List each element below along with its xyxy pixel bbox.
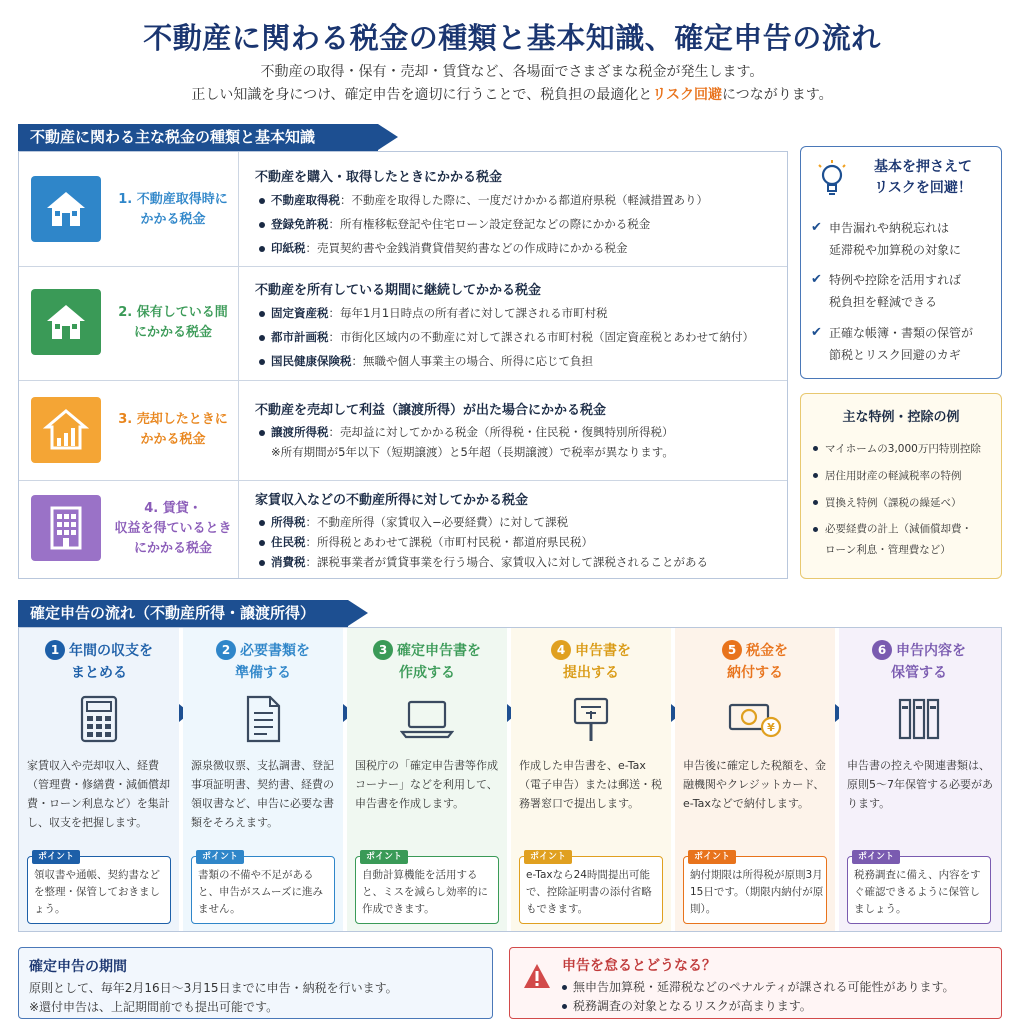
tax-row-label: 3. 売却したときに かかる税金 xyxy=(118,412,228,447)
step-description: 作成した申告書を、e-Tax（電子申告）または郵送・税務署窓口で提出します。 xyxy=(519,759,662,810)
flow-step-5 xyxy=(675,628,835,931)
warning-item: 無申告加算税・延滞税などのペナルティが課される可能性があります。 xyxy=(562,978,954,995)
tax-item: 国民健康保険税：無職や個人事業主の場合、所得に応じて負担 xyxy=(259,353,593,369)
house-chart-icon xyxy=(31,397,101,463)
tax-item: 不動産取得税：不動産を取得した際に、一度だけかかる都道府県税（軽減措置あり） xyxy=(259,192,708,208)
warning-box xyxy=(509,947,1002,1019)
document-icon xyxy=(233,694,293,744)
tax-item: 住民税：所得税とあわせて課税（市町村民税・都道府県民税） xyxy=(259,534,593,550)
warning-title: 申告を怠るとどうなる？ xyxy=(562,958,716,974)
step-title: 3 確定申告書を 作成する xyxy=(347,640,507,684)
calculator-icon xyxy=(69,694,129,744)
building-icon xyxy=(31,495,101,561)
house-icon xyxy=(31,289,101,355)
house-icon xyxy=(31,176,101,242)
step-title: 2 必要書類を 準備する xyxy=(183,640,343,684)
specials-item: マイホームの3,000万円特別控除 xyxy=(813,438,997,460)
page-subtitle-2 xyxy=(0,84,1024,104)
specials-item: 居住用財産の軽減税率の特例 xyxy=(813,465,997,487)
tax-item: 消費税：課税事業者が賃貸事業を行う場合、家賃収入に対して課税されることがある xyxy=(259,554,708,570)
tax-note: ※所有期間が5年以下（短期譲渡）と5年超（長期譲渡）で税率が異なります。 xyxy=(271,445,674,459)
step-point: ポイント e-Taxなら24時間提出可能で、控除証明書の添付省略もできます。 xyxy=(519,856,663,924)
step-title: 5 税金を 納付する xyxy=(675,640,835,684)
tax-row-label: 4. 賃貸・ 収益を得ているとき にかかる税金 xyxy=(114,501,232,556)
flow-step-4 xyxy=(511,628,671,931)
tax-item: 都市計画税：市街化区域内の不動産に対して課される市町村税（固定資産税とあわせて納付） xyxy=(259,329,754,345)
check-icon: ✔ xyxy=(811,220,822,235)
step-title: 4 申告書を 提出する xyxy=(511,640,671,684)
tax-item: 所得税：不動産所得（家賃収入−必要経費）に対して課税 xyxy=(259,514,568,530)
check-icon: ✔ xyxy=(811,325,822,340)
step-title: 6 申告内容を 保管する xyxy=(839,640,999,684)
warning-icon xyxy=(522,962,552,994)
svg-text:¥: ¥ xyxy=(767,721,775,734)
tax-item: 印紙税：売買契約書や金銭消費貸借契約書などの作成時にかかる税金 xyxy=(259,240,628,256)
check-icon: ✔ xyxy=(811,272,822,287)
tax-table xyxy=(18,151,788,579)
step-description: 申告書の控えや関連書類は、原則5〜7年保管する必要があります。 xyxy=(847,759,993,810)
specials-item: 必要経費の計上（減価償却費・ ローン利息・管理費など） xyxy=(813,519,997,561)
warning-item: 税務調査の対象となるリスクが高まります。 xyxy=(562,997,812,1014)
step-point: ポイント 領収書や通帳、契約書などを整理・保管しておきましょう。 xyxy=(27,856,171,924)
filing-period-title: 確定申告の期間 xyxy=(29,959,127,975)
tips-item: ✔ 特例や控除を活用すれば 税負担を軽減できる xyxy=(811,269,997,313)
tips-item: ✔ 申告漏れや納税忘れは 延滞税や加算税の対象に xyxy=(811,217,997,261)
tax-row-heading: 家賃収入などの不動産所得に対してかかる税金 xyxy=(255,493,529,508)
tax-row-label-cell xyxy=(19,481,239,578)
tax-row-heading: 不動産を売却して利益（譲渡所得）が出た場合にかかる税金 xyxy=(255,403,607,418)
subtitle-2-highlight: リスク回避 xyxy=(652,87,722,103)
step-point: ポイント 自動計算機能を活用すると、ミスを減らし効率的に作成できます。 xyxy=(355,856,499,924)
specials-title: 主な特例・控除の例 xyxy=(842,410,960,425)
tax-row-label: 2. 保有している間 にかかる税金 xyxy=(118,305,228,340)
tax-row-label-cell xyxy=(19,381,239,480)
tax-row-heading: 不動産を購入・取得したときにかかる税金 xyxy=(255,170,503,185)
money-icon xyxy=(725,694,785,744)
flow-section-header: 確定申告の流れ（不動産所得・譲渡所得） xyxy=(18,600,348,627)
tips-box xyxy=(800,146,1002,379)
step-description: 家賃収入や売却収入、経費（管理費・修繕費・減価償却費・ローン利息など）を集計し、収支を把握します。 xyxy=(27,759,170,829)
binder-icon xyxy=(889,694,949,744)
tax-row-heading: 不動産を所有している期間に継続してかかる税金 xyxy=(255,283,542,298)
page-subtitle-1: 不動産の取得・保有・売却・賃貸など、各場面でさまざまな税金が発生します。 xyxy=(260,64,764,80)
laptop-icon xyxy=(397,694,457,744)
flow-step-2 xyxy=(183,628,343,931)
filing-flow xyxy=(18,627,1002,932)
step-point: ポイント 税務調査に備え、内容をすぐ確認できるように保管しましょう。 xyxy=(847,856,991,924)
tax-row-label: 1. 不動産取得時に かかる税金 xyxy=(118,192,228,227)
specials-box xyxy=(800,393,1002,579)
tips-item: ✔ 正確な帳簿・書類の保管が 節税とリスク回避のカギ xyxy=(811,322,997,366)
tax-item: 固定資産税：毎年1月1日時点の所有者に対して課される市町村税 xyxy=(259,305,608,321)
filing-period-text: 原則として、毎年2月16日〜3月15日までに申告・納税を行います。 xyxy=(29,981,398,995)
tax-row-label-cell xyxy=(19,267,239,380)
flow-step-6 xyxy=(839,628,1001,931)
specials-item: 買換え特例（課税の繰延べ） xyxy=(813,492,997,514)
tax-item: 登録免許税：所有権移転登記や住宅ローン設定登記などの際にかかる税金 xyxy=(259,216,650,232)
tax-item: 譲渡所得税：売却益に対してかかる税金（所得税・住民税・復興特別所得税） xyxy=(259,424,674,440)
step-point: ポイント 納付期限は所得税が原則3月15日です。（期限内納付が原則）。 xyxy=(683,856,827,924)
filing-period-note: ※還付申告は、上記期間前でも提出可能です。 xyxy=(29,1000,279,1014)
step-description: 国税庁の「確定申告書等作成コーナー」などを利用して、申告書を作成します。 xyxy=(355,759,498,810)
step-title: 1 年間の収支を まとめる xyxy=(19,640,179,684)
tax-row-acquisition xyxy=(19,152,787,267)
page-title: 不動産に関わる税金の種類と基本知識、確定申告の流れ xyxy=(143,21,881,55)
step-description: 源泉徴収票、支払調書、登記事項証明書、契約書、経費の領収書など、申告に必要な書類をそろえます。 xyxy=(191,759,334,829)
filing-period-box xyxy=(18,947,493,1019)
tax-row-sale xyxy=(19,381,787,481)
tax-row-rental xyxy=(19,481,787,578)
tax-section-header: 不動産に関わる主な税金の種類と基本知識 xyxy=(18,124,378,151)
flow-step-1 xyxy=(19,628,179,931)
subtitle-2-pre: 正しい知識を身につけ、確定申告を適切に行うことで、税負担の最適化と xyxy=(191,87,653,103)
lightbulb-icon xyxy=(815,159,849,203)
subtitle-2-post: につながります。 xyxy=(722,87,833,103)
tax-row-label-cell xyxy=(19,152,239,266)
tips-title: 基本を押さえて リスクを回避！ xyxy=(874,159,972,196)
flow-step-3 xyxy=(347,628,507,931)
tax-row-holding xyxy=(19,267,787,381)
step-description: 申告後に確定した税額を、金融機関やクレジットカード、e-Taxなどで納付します。 xyxy=(683,759,826,810)
step-point: ポイント 書類の不備や不足があると、申告がスムーズに進みません。 xyxy=(191,856,335,924)
mailbox-icon xyxy=(561,694,621,744)
